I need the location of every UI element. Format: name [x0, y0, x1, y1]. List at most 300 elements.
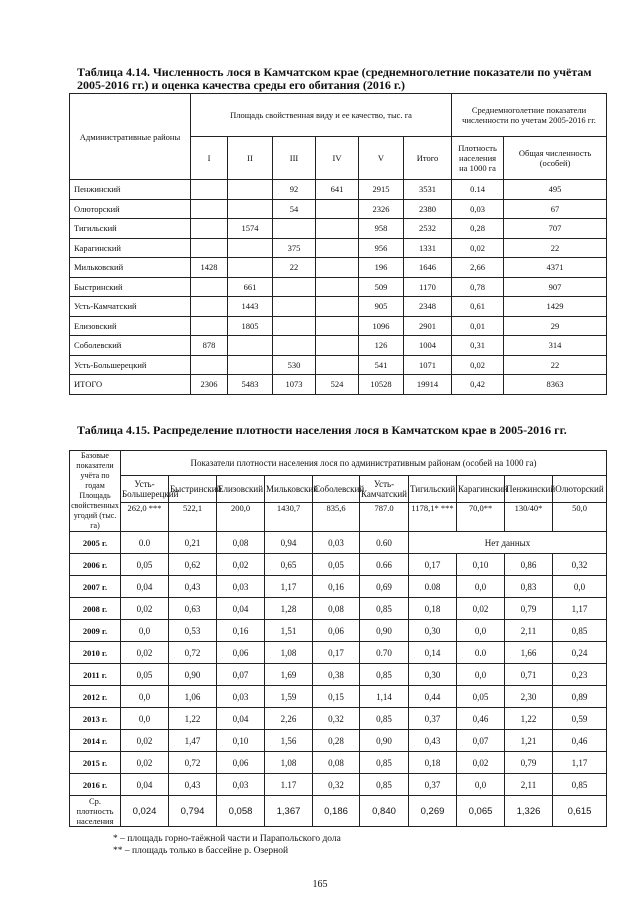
table-row	[70, 238, 607, 258]
table-row	[70, 336, 607, 356]
data-cell: 0,14	[409, 642, 457, 664]
header-density: Плотность населения на 1000 га	[452, 137, 504, 180]
data-cell: 375	[273, 238, 316, 258]
data-cell: 0,02	[121, 642, 169, 664]
data-cell: 0,05	[121, 664, 169, 686]
district-header: Соболевский	[313, 475, 360, 502]
header-admin-districts: Административные районы	[70, 94, 191, 180]
data-cell: 0,86	[505, 554, 553, 576]
data-cell: 10528	[359, 375, 404, 395]
data-cell	[273, 297, 316, 317]
data-cell: 0,72	[169, 752, 217, 774]
header-base-indicators: Базовые показатели учёта по годам Площадь свойственных угодий (тыс. га)	[71, 451, 119, 530]
data-cell: 1,56	[265, 730, 313, 752]
data-cell: 707	[504, 219, 607, 239]
data-cell: 0,89	[553, 686, 607, 708]
table-row	[70, 219, 607, 239]
average-cell: 0,186	[313, 796, 360, 827]
district-name: Олюторский	[70, 199, 191, 219]
average-cell: 0,065	[457, 796, 505, 827]
average-label: Ср. плотность населения	[70, 796, 121, 827]
data-cell: 0,79	[505, 598, 553, 620]
data-cell: 0,37	[409, 774, 457, 796]
table-row	[70, 752, 607, 774]
data-cell: 0,0	[121, 708, 169, 730]
average-cell: 0,615	[553, 796, 607, 827]
year-cell: 2010 г.	[70, 642, 121, 664]
data-cell: 126	[359, 336, 404, 356]
data-cell: 0,0	[457, 576, 505, 598]
data-cell: 0,28	[452, 219, 504, 239]
data-cell	[316, 238, 359, 258]
table-4-15-caption: Таблица 4.15. Распределение плотности населения лося в Камчатском крае в 2005-2016 гг.	[77, 423, 567, 437]
data-cell: 92	[273, 180, 316, 200]
header-class-iv: IV	[316, 137, 359, 180]
data-cell: 0,46	[457, 708, 505, 730]
data-cell: 1,69	[265, 664, 313, 686]
data-cell: 0,01	[452, 316, 504, 336]
district-header: Быстринский	[169, 475, 217, 502]
table-row	[70, 774, 607, 796]
table-row-2005	[70, 532, 607, 554]
data-cell: 0,03	[452, 199, 504, 219]
data-cell: 1,22	[505, 708, 553, 730]
data-cell: 0,04	[121, 774, 169, 796]
data-cell: 29	[504, 316, 607, 336]
header-area-quality: Площадь свойственная виду и ее качество, тыс. га	[191, 94, 452, 137]
table-row	[70, 708, 607, 730]
data-cell: 0,32	[313, 774, 360, 796]
data-cell: 0,10	[457, 554, 505, 576]
data-cell: 0,06	[217, 752, 265, 774]
data-cell: 8363	[504, 375, 607, 395]
data-cell	[316, 199, 359, 219]
area-cell: 1430,7	[265, 503, 313, 532]
table-4-14-caption: Таблица 4.14. Численность лося в Камчатском крае (среднемноголетние показатели по учётам 2005-2016 гг.) и оценка качества среды его обитания (2016 г.)	[77, 65, 592, 92]
area-cell: 1178,1* ***	[409, 503, 457, 532]
data-cell: 0,30	[409, 620, 457, 642]
district-name: Усть-Большерецкий	[70, 355, 191, 375]
data-cell: 2,66	[452, 258, 504, 278]
district-name: Быстринский	[70, 277, 191, 297]
data-cell: 1331	[404, 238, 452, 258]
data-cell: 0,03	[217, 774, 265, 796]
data-cell: 0,02	[452, 238, 504, 258]
data-cell: 0,0	[121, 686, 169, 708]
data-cell: 0,24	[553, 642, 607, 664]
data-cell	[191, 219, 228, 239]
data-cell: 1646	[404, 258, 452, 278]
header-total-count: Общая численность (особей)	[504, 137, 607, 180]
data-cell: 509	[359, 277, 404, 297]
data-cell: 0.0	[457, 642, 505, 664]
data-cell: 0,03	[313, 532, 360, 554]
data-cell: 1,17	[265, 576, 313, 598]
data-cell	[228, 199, 273, 219]
data-cell: 1805	[228, 316, 273, 336]
data-cell: 541	[359, 355, 404, 375]
data-cell	[228, 238, 273, 258]
table-row	[70, 598, 607, 620]
data-cell: 0,72	[169, 642, 217, 664]
data-cell	[191, 297, 228, 317]
data-cell	[316, 316, 359, 336]
data-cell: 0.14	[452, 180, 504, 200]
data-cell: 0,0	[553, 576, 607, 598]
data-cell: 0.08	[409, 576, 457, 598]
data-cell: 0,04	[121, 576, 169, 598]
data-cell	[191, 277, 228, 297]
data-cell	[273, 219, 316, 239]
data-cell: 22	[273, 258, 316, 278]
table-row	[70, 642, 607, 664]
data-cell: 1,17	[553, 752, 607, 774]
average-cell: 0,840	[360, 796, 409, 827]
district-name: Соболевский	[70, 336, 191, 356]
data-cell: 0,43	[169, 774, 217, 796]
header-class-v: V	[359, 137, 404, 180]
page-number: 165	[312, 879, 328, 890]
data-cell: 1.17	[265, 774, 313, 796]
data-cell: 1071	[404, 355, 452, 375]
table-row	[70, 258, 607, 278]
data-cell: 0,06	[217, 642, 265, 664]
year-cell: 2009 г.	[70, 620, 121, 642]
data-cell	[316, 277, 359, 297]
data-cell: 0,03	[217, 686, 265, 708]
year-cell: 2006 г.	[70, 554, 121, 576]
data-cell: 67	[504, 199, 607, 219]
data-cell: 0,85	[360, 708, 409, 730]
data-cell: 0,16	[313, 576, 360, 598]
data-cell: 0,05	[457, 686, 505, 708]
table-4-14-body	[70, 180, 607, 395]
data-cell: 905	[359, 297, 404, 317]
data-cell: 0,08	[313, 752, 360, 774]
data-cell: 0,18	[409, 752, 457, 774]
data-cell: 0,10	[217, 730, 265, 752]
data-cell: 958	[359, 219, 404, 239]
year-cell: 2011 г.	[70, 664, 121, 686]
data-cell: 0,02	[121, 730, 169, 752]
data-cell: 0,32	[553, 554, 607, 576]
year-cell: 2007 г.	[70, 576, 121, 598]
data-cell	[228, 336, 273, 356]
data-cell: 0,07	[457, 730, 505, 752]
header-total: Итого	[404, 137, 452, 180]
header-density-by-district: Показатели плотности населения лося по административным районам (особей на 1000 га)	[121, 451, 607, 476]
data-cell: 0,18	[409, 598, 457, 620]
data-cell: 2348	[404, 297, 452, 317]
data-cell: 0,65	[265, 554, 313, 576]
data-cell: 0,0	[457, 774, 505, 796]
area-cell: 522,1	[169, 503, 217, 532]
district-name: Пенжинский	[70, 180, 191, 200]
year-cell: 2012 г.	[70, 686, 121, 708]
data-cell: 0,06	[313, 620, 360, 642]
district-header-row	[70, 475, 607, 502]
header-avg-indicators: Среднемноголетние показатели численности по учетам 2005-2016 гг.	[452, 94, 607, 137]
data-cell	[316, 336, 359, 356]
data-cell: 0,85	[360, 598, 409, 620]
data-cell: 1,59	[265, 686, 313, 708]
data-cell: 0,37	[409, 708, 457, 730]
no-data-cell: Нет данных	[409, 532, 607, 554]
district-name: Тигильский	[70, 219, 191, 239]
data-cell: 0,31	[452, 336, 504, 356]
table-row	[70, 180, 607, 200]
data-cell	[191, 355, 228, 375]
data-cell: 0,0	[457, 664, 505, 686]
data-cell: 0,04	[217, 708, 265, 730]
data-cell	[316, 355, 359, 375]
district-name: Усть-Камчатский	[70, 297, 191, 317]
average-cell: 1,367	[265, 796, 313, 827]
table-row	[70, 576, 607, 598]
data-cell: 1170	[404, 277, 452, 297]
area-cell: 835,6	[313, 503, 360, 532]
data-cell: 0,71	[505, 664, 553, 686]
header-class-iii: III	[273, 137, 316, 180]
data-cell: 2,11	[505, 774, 553, 796]
moose-density-table	[69, 450, 607, 827]
data-cell: 0,15	[313, 686, 360, 708]
data-cell: 2,30	[505, 686, 553, 708]
header-class-ii: II	[228, 137, 273, 180]
data-cell: 2901	[404, 316, 452, 336]
data-cell: 1004	[404, 336, 452, 356]
table-row	[70, 730, 607, 752]
data-cell: 1,08	[265, 642, 313, 664]
data-cell	[191, 316, 228, 336]
data-cell: 0,85	[360, 752, 409, 774]
data-cell: 314	[504, 336, 607, 356]
average-cell: 1,326	[505, 796, 553, 827]
table-row	[70, 620, 607, 642]
moose-population-table	[69, 93, 607, 395]
data-cell: 0,04	[217, 598, 265, 620]
data-cell: 19914	[404, 375, 452, 395]
data-cell: 0,05	[121, 554, 169, 576]
average-cell: 0,024	[121, 796, 169, 827]
data-cell: 0,02	[457, 598, 505, 620]
data-cell	[316, 219, 359, 239]
district-header: Тигильский	[409, 475, 457, 502]
district-name: ИТОГО	[70, 375, 191, 395]
data-cell: 0,07	[217, 664, 265, 686]
data-cell: 0,30	[409, 664, 457, 686]
data-cell: 2532	[404, 219, 452, 239]
data-cell: 1073	[273, 375, 316, 395]
data-cell	[228, 355, 273, 375]
year-cell: 2014 г.	[70, 730, 121, 752]
data-cell	[191, 199, 228, 219]
data-cell: 0.66	[360, 554, 409, 576]
table-row	[70, 297, 607, 317]
data-cell: 0,78	[452, 277, 504, 297]
data-cell: 907	[504, 277, 607, 297]
data-cell: 0,02	[121, 752, 169, 774]
data-cell: 1574	[228, 219, 273, 239]
data-cell: 878	[191, 336, 228, 356]
data-cell: 5483	[228, 375, 273, 395]
data-cell: 2326	[359, 199, 404, 219]
data-cell: 1,22	[169, 708, 217, 730]
header-class-i: I	[191, 137, 228, 180]
data-cell: 1429	[504, 297, 607, 317]
year-cell: 2013 г.	[70, 708, 121, 730]
data-cell: 530	[273, 355, 316, 375]
district-header: Олюторский	[553, 475, 607, 502]
data-cell: 0,94	[265, 532, 313, 554]
data-cell: 3531	[404, 180, 452, 200]
average-cell: 0,058	[217, 796, 265, 827]
data-cell: 1,21	[505, 730, 553, 752]
year-cell: 2008 г.	[70, 598, 121, 620]
year-cell: 2015 г.	[70, 752, 121, 774]
data-cell: 0,02	[457, 752, 505, 774]
data-cell: 0,17	[409, 554, 457, 576]
table-row	[70, 375, 607, 395]
data-cell: 0,90	[360, 620, 409, 642]
data-cell: 0,42	[452, 375, 504, 395]
data-cell: 1,14	[360, 686, 409, 708]
data-cell: 0,0	[121, 620, 169, 642]
data-cell: 0,21	[169, 532, 217, 554]
data-cell: 0,38	[313, 664, 360, 686]
data-cell: 22	[504, 355, 607, 375]
average-cell: 0,794	[169, 796, 217, 827]
district-header: Елизовский	[217, 475, 265, 502]
data-cell: 0,16	[217, 620, 265, 642]
data-cell: 1,28	[265, 598, 313, 620]
district-header: Пенжинский	[505, 475, 553, 502]
district-name: Елизовский	[70, 316, 191, 336]
data-cell	[273, 277, 316, 297]
table-row	[70, 686, 607, 708]
data-cell: 0,85	[553, 620, 607, 642]
district-header: Карагинский	[457, 475, 505, 502]
data-cell: 0,0	[457, 620, 505, 642]
data-cell: 2306	[191, 375, 228, 395]
district-header: Усть-Камчатский	[360, 475, 409, 502]
data-cell: 0,59	[553, 708, 607, 730]
data-cell: 0,43	[409, 730, 457, 752]
data-cell	[273, 316, 316, 336]
area-cell: 787.0	[360, 503, 409, 532]
data-cell: 0.70	[360, 642, 409, 664]
area-cell: 262,0 ***	[121, 503, 169, 532]
data-cell: 661	[228, 277, 273, 297]
table-4-15-body	[70, 554, 607, 796]
data-cell: 524	[316, 375, 359, 395]
data-cell: 0,90	[169, 664, 217, 686]
data-cell: 1,66	[505, 642, 553, 664]
data-cell: 0,44	[409, 686, 457, 708]
year-cell: 2016 г.	[70, 774, 121, 796]
area-cell: 200,0	[217, 503, 265, 532]
footnote-2: ** – площадь только в бассейне р. Озерной	[113, 846, 289, 856]
footnote-1: * – площадь горно-таёжной части и Парапольского дола	[113, 834, 341, 844]
data-cell: 0,90	[360, 730, 409, 752]
data-cell: 1,47	[169, 730, 217, 752]
data-cell: 0,53	[169, 620, 217, 642]
data-cell: 0,02	[452, 355, 504, 375]
data-cell: 0,32	[313, 708, 360, 730]
data-cell: 1443	[228, 297, 273, 317]
data-cell: 0,43	[169, 576, 217, 598]
data-cell: 1,17	[553, 598, 607, 620]
data-cell: 4371	[504, 258, 607, 278]
data-cell: 495	[504, 180, 607, 200]
table-row	[70, 316, 607, 336]
district-name: Карагинский	[70, 238, 191, 258]
data-cell: 0,02	[217, 554, 265, 576]
year-cell: 2005 г.	[70, 532, 121, 554]
data-cell: 1,08	[265, 752, 313, 774]
data-cell: 1096	[359, 316, 404, 336]
data-cell: 0.0	[121, 532, 169, 554]
table-row	[70, 277, 607, 297]
data-cell	[191, 180, 228, 200]
data-cell: 0,63	[169, 598, 217, 620]
data-cell: 0,28	[313, 730, 360, 752]
data-cell: 0,69	[360, 576, 409, 598]
table-row	[70, 355, 607, 375]
data-cell: 0,85	[360, 774, 409, 796]
data-cell	[316, 258, 359, 278]
area-row	[70, 503, 607, 532]
data-cell: 0,62	[169, 554, 217, 576]
data-cell: 2,26	[265, 708, 313, 730]
data-cell: 196	[359, 258, 404, 278]
data-cell: 641	[316, 180, 359, 200]
data-cell: 1,06	[169, 686, 217, 708]
data-cell	[228, 258, 273, 278]
data-cell: 1428	[191, 258, 228, 278]
data-cell: 2915	[359, 180, 404, 200]
district-header: Усть-Большерецкий	[121, 475, 169, 502]
data-cell: 0,83	[505, 576, 553, 598]
average-density-row	[70, 796, 607, 827]
district-header: Мильковский	[265, 475, 313, 502]
data-cell: 0,23	[553, 664, 607, 686]
table-row	[70, 664, 607, 686]
data-cell: 0,17	[313, 642, 360, 664]
data-cell: 2,11	[505, 620, 553, 642]
table-row	[70, 554, 607, 576]
area-cell: 50,0	[553, 503, 607, 532]
data-cell: 1,51	[265, 620, 313, 642]
data-cell: 22	[504, 238, 607, 258]
average-cell: 0,269	[409, 796, 457, 827]
data-cell: 2380	[404, 199, 452, 219]
area-cell: 70,0**	[457, 503, 505, 532]
data-cell: 54	[273, 199, 316, 219]
data-cell: 0,03	[217, 576, 265, 598]
area-cell: 130/40*	[505, 503, 553, 532]
data-cell: 0,61	[452, 297, 504, 317]
data-cell: 0,08	[313, 598, 360, 620]
data-cell	[228, 180, 273, 200]
data-cell	[273, 336, 316, 356]
data-cell: 0,79	[505, 752, 553, 774]
data-cell: 956	[359, 238, 404, 258]
district-name: Мильковский	[70, 258, 191, 278]
data-cell: 0,85	[360, 664, 409, 686]
data-cell: 0,02	[121, 598, 169, 620]
table-row	[70, 199, 607, 219]
